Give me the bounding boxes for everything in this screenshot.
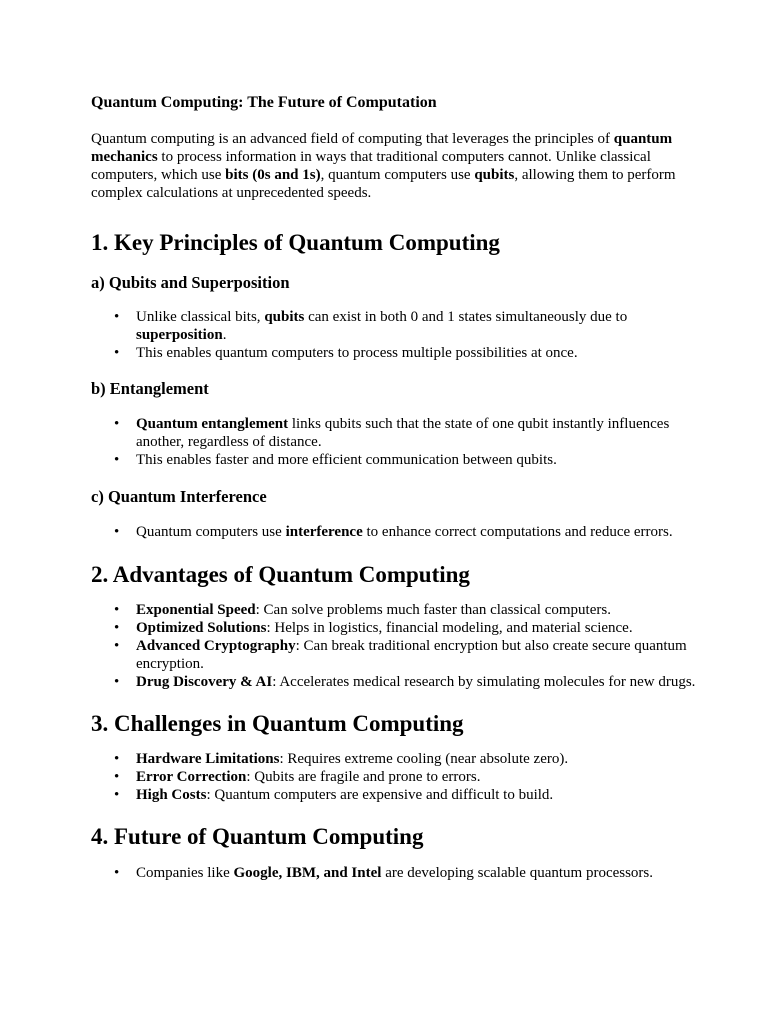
section-heading-challenges: 3. Challenges in Quantum Computing [91, 711, 464, 736]
bullet-list-interference [91, 523, 768, 541]
list-item [91, 415, 696, 451]
subheading-qubits-superposition: a) Qubits and Superposition [91, 273, 290, 292]
list-item-text: : Quantum computers are expensive and difficult to build. [206, 787, 554, 803]
bullet-list-advantages [91, 601, 768, 691]
list-item-text: : Qubits are fragile and prone to errors. [246, 769, 481, 785]
intro-bold-term: quantum mechanics [91, 131, 673, 165]
list-item-text: : Helps in logistics, financial modeling, and material science. [266, 620, 633, 636]
intro-text: , allowing them to perform complex calculations at unprecedented speeds. [91, 167, 676, 201]
document-title: Quantum Computing: The Future of Computation [91, 94, 437, 111]
list-item-text: Unlike classical bits, [136, 309, 265, 325]
intro-paragraph [91, 130, 691, 202]
list-item [91, 637, 696, 673]
list-item [91, 523, 696, 541]
bullet-list-future [91, 864, 768, 882]
list-item-term: High Costs [136, 787, 207, 803]
list-item: • This enables faster and more efficient communication between qubits. [91, 451, 696, 469]
list-item [91, 750, 696, 768]
list-item-term: Optimized Solutions [136, 620, 267, 636]
list-item-text: Quantum computers use [136, 524, 286, 540]
bullet-list-qubits [91, 308, 768, 362]
intro-bold-term: qubits [474, 167, 515, 183]
intro-text: , quantum computers use [320, 167, 475, 183]
list-item-term: Error Correction [136, 769, 247, 785]
list-item-term: Drug Discovery & AI [136, 674, 273, 690]
list-item-term: Exponential Speed [136, 602, 256, 618]
list-item [91, 768, 696, 786]
intro-text: to process information in ways that traditional computers cannot. Unlike classical computers, which use [91, 149, 651, 183]
list-item-text: : Accelerates medical research by simulating molecules for new drugs. [272, 674, 696, 690]
list-item-text: : Requires extreme cooling (near absolute zero). [279, 751, 569, 767]
list-item [91, 786, 696, 804]
subheading-quantum-interference: c) Quantum Interference [91, 487, 267, 506]
list-item-text: . [222, 327, 227, 343]
list-item-text: are developing scalable quantum processors. [381, 865, 654, 881]
list-item-text: Companies like [136, 865, 234, 881]
list-item-text: links qubits such that the state of one qubit instantly influences another, regardless of distance. [136, 416, 670, 450]
list-item-text: : Can solve problems much faster than classical computers. [255, 602, 611, 618]
subheading-entanglement: b) Entanglement [91, 379, 209, 398]
intro-bold-term: bits (0s and 1s) [225, 167, 321, 183]
list-item [91, 864, 696, 882]
section-heading-future: 4. Future of Quantum Computing [91, 824, 424, 849]
list-item [91, 601, 696, 619]
list-item [91, 673, 696, 691]
list-item-text: to enhance correct computations and reduce errors. [362, 524, 673, 540]
list-item-text: can exist in both 0 and 1 states simultaneously due to [304, 309, 628, 325]
list-item-bold: qubits [264, 309, 305, 325]
list-item [91, 308, 696, 344]
list-item-bold: Google, IBM, and Intel [233, 865, 382, 881]
list-item-bold: interference [285, 524, 363, 540]
list-item-text: : Can break traditional encryption but also create secure quantum encryption. [136, 638, 687, 672]
bullet-list-challenges [91, 750, 768, 804]
section-heading-key-principles: 1. Key Principles of Quantum Computing [91, 230, 500, 255]
list-item-term: Hardware Limitations [136, 751, 280, 767]
bullet-list-entanglement [91, 415, 768, 469]
list-item: • This enables quantum computers to process multiple possibilities at once. [91, 344, 696, 362]
intro-text: Quantum computing is an advanced field of computing that leverages the principles of [91, 131, 614, 147]
list-item-bold: superposition [136, 327, 223, 343]
list-item [91, 619, 696, 637]
section-heading-advantages: 2. Advantages of Quantum Computing [91, 562, 470, 587]
list-item-bold: Quantum entanglement [136, 416, 289, 432]
list-item-term: Advanced Cryptography [136, 638, 296, 654]
